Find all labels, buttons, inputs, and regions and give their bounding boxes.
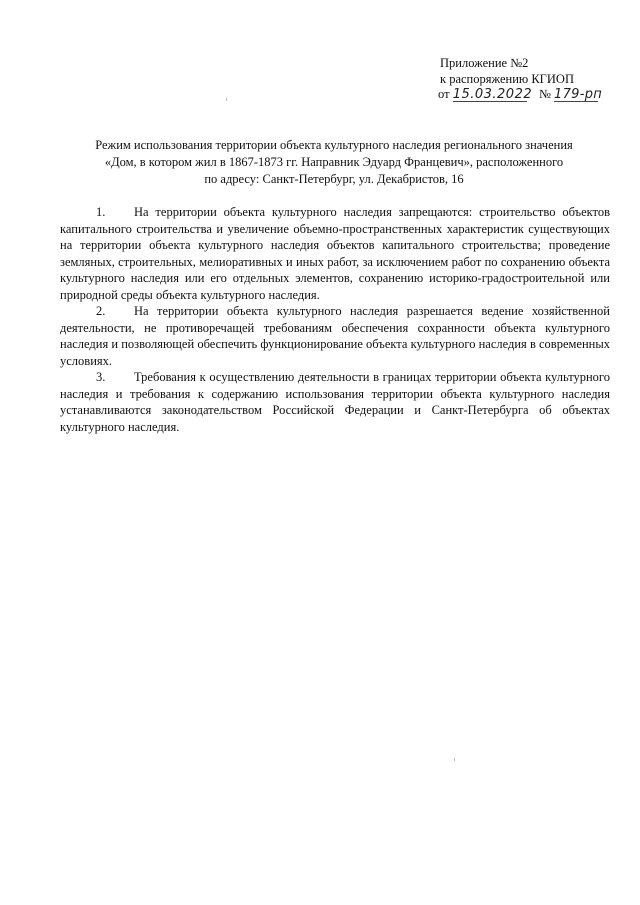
paragraph-2 — [60, 303, 610, 369]
title-line-1: Режим использования территории объекта культурного наследия регионального значения — [95, 138, 573, 152]
paragraph-number: 3. — [96, 370, 106, 384]
paragraph-number: 1. — [96, 205, 106, 219]
appendix-reference: к распоряжению КГИОП — [440, 71, 574, 86]
paragraph-1 — [60, 204, 610, 303]
title-line-3: по адресу: Санкт-Петербург, ул. Декабристов, 16 — [204, 172, 464, 186]
appendix-title: Приложение №2 — [440, 56, 529, 70]
handwritten-number: 179-рп — [554, 87, 603, 102]
scan-speck — [454, 758, 455, 761]
paragraph-text: Требования к осуществлению деятельности в границах территории объекта культурного наследия и требования к содержанию использования территории объекта культурного наследия устанавливаются законодательством Российской Федерации и Санкт-Петербурга об объектах культурного наследия. — [60, 370, 610, 434]
handwritten-date: 15.03.2022 — [452, 87, 533, 102]
paragraph-number: 2. — [96, 304, 106, 318]
number-prefix: № — [538, 87, 551, 101]
appendix-date-number — [438, 87, 628, 103]
paragraph-text: На территории объекта культурного наследия запрещаются: строительство объектов капитального строительства и увеличение объемно-пространственных характеристик существующих на территории объекта культурного наследия объектов капитального строительства; проведение земляных, строительных, мелиоративных и иных работ, за исключением работ по сохранению объекта культурного наследия или его отдельных элементов, сохранению историко-градостроительной или природной среды объекта культурного наследия. — [60, 205, 610, 302]
date-prefix: от — [438, 87, 450, 101]
document-body — [60, 204, 610, 435]
title-line-2: «Дом, в котором жил в 1867-1873 гг. Направник Эдуард Францевич», расположенного — [104, 155, 564, 169]
appendix-header — [438, 56, 628, 103]
paragraph-3 — [60, 369, 610, 435]
document-title — [60, 137, 608, 188]
scan-speck — [226, 98, 227, 101]
paragraph-text: На территории объекта культурного наследия разрешается ведение хозяйственной деятельности, не противоречащей требованиям обеспечения сохранности объекта культурного наследия и позволяющей обеспечить функционирование объекта культурного наследия в современных условиях. — [60, 304, 610, 368]
